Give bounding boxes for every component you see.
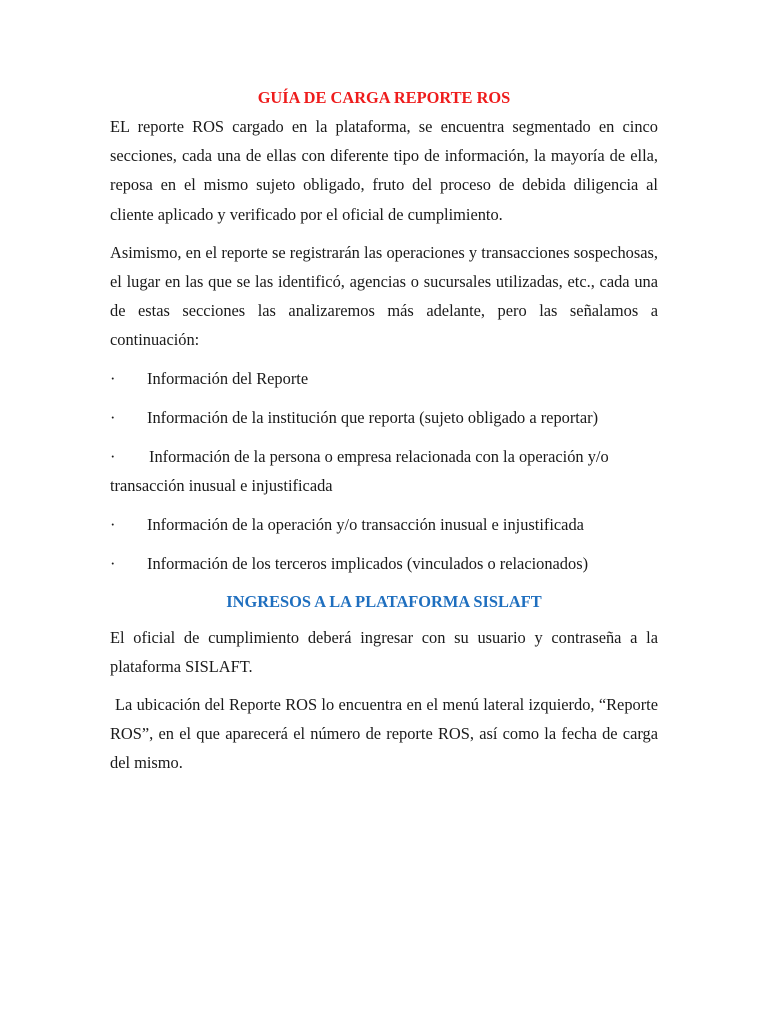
- document-title: GUÍA DE CARGA REPORTE ROS: [257, 88, 511, 107]
- bullet-marker: ·: [110, 514, 116, 534]
- sections-paragraph: Asimismo, en el reporte se registrarán las operaciones y transacciones sospechosas, el lugar en las que se las identificó, agencias o sucursales utilizadas, etc., cada una de estas secciones las analizaremos más adelante, pero las señalamos a continuación:: [110, 242, 658, 350]
- sections-list: [110, 364, 658, 578]
- bullet-marker: ·: [110, 553, 116, 573]
- bullet-marker: ·: [110, 446, 116, 466]
- login-paragraph: El oficial de cumplimiento deberá ingresar con su usuario y contraseña a la plataforma SISLAFT.: [110, 627, 658, 676]
- intro-paragraph: EL reporte ROS cargado en la plataforma, se encuentra segmentado en cinco secciones, cada una de ellas con diferente tipo de información, la mayoría de ella, reposa en el mismo sujeto obligado, fruto del proceso de debida diligencia al cliente aplicado y verificado por el oficial de cumplimiento.: [110, 117, 658, 224]
- list-item-text: Información de la institución que reporta (sujeto obligado a reportar): [147, 407, 599, 427]
- bullet-marker: ·: [110, 368, 116, 388]
- list-item: [110, 510, 658, 539]
- list-item: [110, 549, 658, 578]
- list-item-text: Información de la operación y/o transacción inusual e injustificada: [147, 514, 584, 534]
- location-paragraph-text: La ubicación del Reporte ROS lo encuentra en el menú lateral izquierdo, “Reporte ROS”, en el que aparecerá el número de reporte ROS, así como la fecha de carga del mismo.: [110, 695, 658, 773]
- list-item: [110, 442, 658, 500]
- bullet-marker: ·: [110, 407, 116, 427]
- section-heading: INGRESOS A LA PLATAFORMA SISLAFT: [226, 591, 542, 611]
- list-item-text: Información de los terceros implicados (vinculados o relacionados): [147, 553, 589, 573]
- list-item-text: Información del Reporte: [147, 368, 309, 388]
- document-page: [110, 84, 658, 787]
- list-item: [110, 403, 658, 432]
- location-paragraph: [110, 690, 658, 778]
- list-item: [110, 364, 658, 393]
- list-item-text: Información de la persona o empresa relacionada con la operación y/o transacción inusual e injustificada: [110, 446, 609, 495]
